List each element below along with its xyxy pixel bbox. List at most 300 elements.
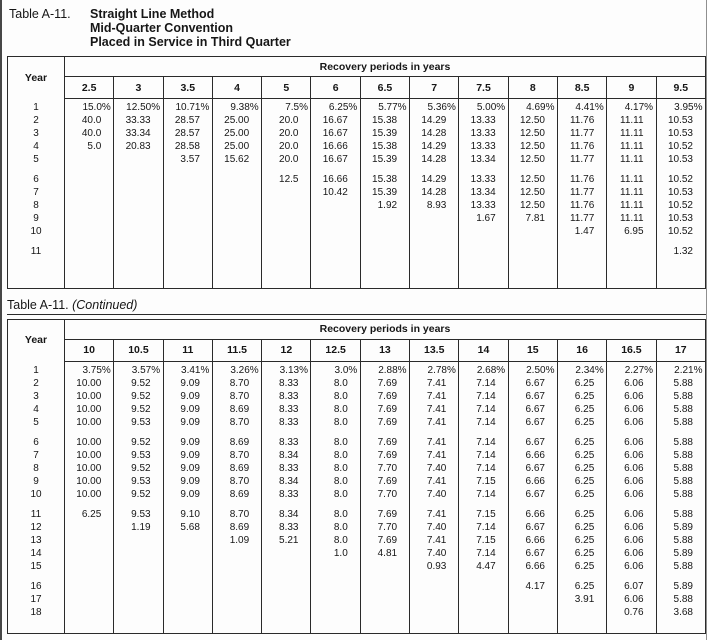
value-cell	[262, 429, 311, 436]
value-cell: 13.34	[459, 186, 508, 199]
value-cell: 9.09	[163, 416, 212, 429]
value-cell: 4.41%	[557, 99, 606, 115]
column-header-9.5: 9.5	[656, 77, 705, 99]
year-cell	[8, 238, 65, 245]
year-cell: 3	[33, 128, 39, 139]
value-cell: 8.70	[212, 377, 261, 390]
value-cell: 8.34	[262, 508, 311, 521]
value-cell: 5.88	[656, 436, 705, 449]
value-cell	[262, 186, 311, 199]
value-cell	[163, 258, 212, 288]
value-cell: 7.41	[410, 390, 459, 403]
value-cell: 6.25	[557, 547, 606, 560]
value-cell: 9.09	[163, 462, 212, 475]
value-cell: 8.69	[212, 436, 261, 449]
value-cell	[459, 501, 508, 508]
year-cell: 10	[30, 226, 42, 237]
value-cell: 40.0	[65, 114, 114, 127]
value-cell	[212, 238, 261, 245]
value-cell: 6.06	[607, 521, 656, 534]
table-row-year-7	[8, 186, 706, 199]
value-cell: 28.57	[163, 127, 212, 140]
value-cell: 8.33	[262, 436, 311, 449]
table-row-year-5	[8, 153, 706, 166]
value-cell	[360, 245, 409, 258]
value-cell: 8.0	[311, 416, 360, 429]
value-cell: 6.06	[607, 534, 656, 547]
value-cell: 10.53	[656, 127, 705, 140]
value-cell: 7.15	[459, 534, 508, 547]
value-cell: 6.66	[508, 475, 557, 488]
value-cell: 5.88	[656, 403, 705, 416]
value-cell: 0.76	[607, 606, 656, 619]
year-cell: 10	[30, 488, 42, 500]
value-cell: 9.09	[163, 488, 212, 501]
value-cell: 12.50	[508, 153, 557, 166]
value-cell	[410, 429, 459, 436]
value-cell: 4.47	[459, 560, 508, 573]
value-cell: 11.11	[607, 199, 656, 212]
value-cell	[459, 619, 508, 634]
value-cell	[262, 199, 311, 212]
value-cell: 3.68	[656, 606, 705, 619]
value-cell: 6.67	[508, 488, 557, 501]
table-title-line-1: Straight Line Method	[90, 7, 215, 21]
year-cell	[8, 619, 65, 634]
value-cell: 8.69	[212, 403, 261, 416]
filler-row	[8, 619, 706, 634]
value-cell	[212, 573, 261, 580]
value-cell	[607, 501, 656, 508]
value-cell: 4.17	[508, 580, 557, 593]
value-cell: 6.25%	[311, 99, 360, 115]
table-row-year-5	[8, 416, 706, 429]
value-cell: 1.19	[114, 521, 163, 534]
value-cell: 1.92	[360, 199, 409, 212]
table-continued-title	[7, 298, 706, 315]
value-cell: 8.0	[311, 521, 360, 534]
value-cell: 0.93	[410, 560, 459, 573]
value-cell	[607, 258, 656, 288]
column-header-13.5: 13.5	[410, 339, 459, 361]
value-cell	[163, 225, 212, 238]
value-cell: 7.41	[410, 534, 459, 547]
value-cell	[163, 593, 212, 606]
value-cell	[163, 429, 212, 436]
value-cell	[656, 501, 705, 508]
column-headers-row	[8, 339, 706, 361]
value-cell: 11.11	[607, 127, 656, 140]
year-cell	[8, 166, 65, 173]
value-cell: 7.14	[459, 390, 508, 403]
value-cell	[212, 547, 261, 560]
value-cell: 6.25	[557, 462, 606, 475]
value-cell: 7.40	[410, 462, 459, 475]
value-cell: 5.88	[656, 377, 705, 390]
value-cell: 12.50	[508, 186, 557, 199]
year-cell: 7	[33, 449, 39, 461]
value-cell: 10.00	[65, 475, 114, 488]
value-cell	[212, 245, 261, 258]
value-cell: 5.88	[656, 416, 705, 429]
value-cell: 6.06	[607, 403, 656, 416]
value-cell	[65, 245, 114, 258]
value-cell: 2.27%	[607, 361, 656, 377]
value-cell	[410, 238, 459, 245]
value-cell	[65, 501, 114, 508]
value-cell	[410, 619, 459, 634]
value-cell: 7.41	[410, 449, 459, 462]
value-cell	[65, 429, 114, 436]
column-header-12: 12	[262, 339, 311, 361]
value-cell	[262, 258, 311, 288]
year-cell: 7	[33, 187, 39, 198]
value-cell	[114, 619, 163, 634]
value-cell: 6.66	[508, 449, 557, 462]
value-cell	[607, 429, 656, 436]
value-cell: 7.41	[410, 403, 459, 416]
value-cell: 6.95	[607, 225, 656, 238]
year-cell: 16	[30, 580, 42, 592]
table-row-year-16	[8, 580, 706, 593]
value-cell: 6.06	[607, 508, 656, 521]
value-cell	[311, 560, 360, 573]
value-cell	[311, 166, 360, 173]
value-cell	[114, 560, 163, 573]
value-cell	[262, 238, 311, 245]
value-cell	[262, 560, 311, 573]
value-cell: 5.89	[656, 521, 705, 534]
value-cell: 8.33	[262, 416, 311, 429]
value-cell: 5.36%	[410, 99, 459, 115]
year-cell: 9	[33, 475, 39, 487]
value-cell: 5.00%	[459, 99, 508, 115]
column-header-15: 15	[508, 339, 557, 361]
year-cell: 4	[33, 141, 39, 152]
value-cell: 20.0	[262, 153, 311, 166]
table-row-year-1	[8, 99, 706, 115]
value-cell: 8.33	[262, 390, 311, 403]
value-cell: 3.57%	[114, 361, 163, 377]
value-cell: 7.14	[459, 488, 508, 501]
value-cell	[65, 521, 114, 534]
value-cell	[163, 606, 212, 619]
value-cell: 6.67	[508, 462, 557, 475]
value-cell	[212, 199, 261, 212]
value-cell: 25.00	[212, 114, 261, 127]
value-cell	[607, 166, 656, 173]
value-cell: 7.41	[410, 416, 459, 429]
table-number-label: Table A-11.	[9, 7, 71, 21]
value-cell: 9.53	[114, 508, 163, 521]
value-cell: 7.14	[459, 436, 508, 449]
value-cell	[360, 593, 409, 606]
value-cell: 12.50	[508, 173, 557, 186]
value-cell: 7.15	[459, 475, 508, 488]
value-cell	[114, 199, 163, 212]
table-row-year-3	[8, 390, 706, 403]
value-cell: 5.88	[656, 534, 705, 547]
table-body	[8, 361, 706, 634]
value-cell: 7.69	[360, 377, 409, 390]
value-cell	[114, 186, 163, 199]
value-cell	[508, 573, 557, 580]
value-cell: 2.68%	[459, 361, 508, 377]
value-cell: 6.06	[607, 416, 656, 429]
value-cell: 6.25	[557, 416, 606, 429]
table-row-year-12	[8, 521, 706, 534]
value-cell: 13.34	[459, 153, 508, 166]
value-cell	[607, 245, 656, 258]
year-column-header: Year	[8, 319, 65, 361]
value-cell: 3.75%	[65, 361, 114, 377]
value-cell	[163, 245, 212, 258]
value-cell	[114, 212, 163, 225]
value-cell: 3.41%	[163, 361, 212, 377]
value-cell	[557, 501, 606, 508]
value-cell: 4.69%	[508, 99, 557, 115]
value-cell: 7.41	[410, 377, 459, 390]
value-cell: 15.38	[360, 173, 409, 186]
value-cell	[212, 606, 261, 619]
value-cell: 6.25	[557, 534, 606, 547]
value-cell: 7.14	[459, 462, 508, 475]
value-cell	[557, 606, 606, 619]
value-cell	[163, 238, 212, 245]
value-cell	[459, 238, 508, 245]
value-cell: 12.50	[508, 199, 557, 212]
value-cell: 33.34	[114, 127, 163, 140]
value-cell	[410, 580, 459, 593]
value-cell: 6.25	[557, 521, 606, 534]
value-cell: 15.39	[360, 186, 409, 199]
year-cell: 15	[30, 560, 42, 572]
value-cell	[410, 593, 459, 606]
value-cell	[508, 245, 557, 258]
year-cell: 14	[30, 547, 42, 559]
recovery-periods-header: Recovery periods in years	[65, 319, 706, 339]
value-cell: 6.66	[508, 560, 557, 573]
value-cell: 8.33	[262, 488, 311, 501]
value-cell	[360, 225, 409, 238]
value-cell	[262, 580, 311, 593]
value-cell: 8.70	[212, 390, 261, 403]
value-cell: 6.25	[557, 377, 606, 390]
value-cell	[410, 212, 459, 225]
value-cell: 4.81	[360, 547, 409, 560]
table-row-year-4	[8, 403, 706, 416]
value-cell	[114, 166, 163, 173]
value-cell: 6.25	[557, 403, 606, 416]
value-cell: 9.09	[163, 377, 212, 390]
value-cell: 5.88	[656, 462, 705, 475]
value-cell: 2.34%	[557, 361, 606, 377]
value-cell: 7.70	[360, 521, 409, 534]
value-cell: 8.0	[311, 475, 360, 488]
value-cell: 8.0	[311, 377, 360, 390]
year-cell: 3	[33, 390, 39, 402]
value-cell	[459, 166, 508, 173]
value-cell: 15.62	[212, 153, 261, 166]
value-cell: 6.25	[557, 488, 606, 501]
value-cell	[459, 258, 508, 288]
value-cell: 10.52	[656, 173, 705, 186]
table-a11-continued	[7, 319, 706, 635]
value-cell	[262, 245, 311, 258]
value-cell: 7.69	[360, 390, 409, 403]
value-cell: 8.0	[311, 449, 360, 462]
value-cell	[114, 580, 163, 593]
value-cell	[262, 225, 311, 238]
value-cell	[163, 534, 212, 547]
value-cell	[656, 573, 705, 580]
value-cell: 7.41	[410, 436, 459, 449]
value-cell	[65, 225, 114, 238]
year-cell: 8	[33, 462, 39, 474]
value-cell: 10.00	[65, 462, 114, 475]
year-column-header: Year	[8, 57, 65, 99]
value-cell	[508, 501, 557, 508]
value-cell: 12.50	[508, 140, 557, 153]
value-cell	[311, 238, 360, 245]
value-cell: 6.67	[508, 390, 557, 403]
value-cell: 15.38	[360, 114, 409, 127]
value-cell: 5.77%	[360, 99, 409, 115]
value-cell	[114, 501, 163, 508]
value-cell	[163, 166, 212, 173]
value-cell	[65, 153, 114, 166]
value-cell: 11.11	[607, 140, 656, 153]
table-row-year-10	[8, 225, 706, 238]
value-cell: 33.33	[114, 114, 163, 127]
value-cell: 4.17%	[607, 99, 656, 115]
column-header-12.5: 12.5	[311, 339, 360, 361]
continued-label: (Continued)	[72, 297, 138, 312]
column-header-7: 7	[410, 77, 459, 99]
value-cell: 10.42	[311, 186, 360, 199]
table-a11-section	[7, 7, 704, 289]
value-cell: 11.11	[607, 186, 656, 199]
value-cell: 8.0	[311, 534, 360, 547]
value-cell: 7.14	[459, 449, 508, 462]
value-cell: 5.0	[65, 140, 114, 153]
value-cell: 6.06	[607, 547, 656, 560]
value-cell: 8.70	[212, 475, 261, 488]
year-cell	[8, 573, 65, 580]
value-cell: 16.66	[311, 173, 360, 186]
value-cell: 6.06	[607, 436, 656, 449]
column-header-3: 3	[114, 77, 163, 99]
value-cell: 5.88	[656, 475, 705, 488]
value-cell	[163, 501, 212, 508]
table-row-year-6	[8, 436, 706, 449]
value-cell: 6.25	[557, 449, 606, 462]
value-cell	[114, 573, 163, 580]
value-cell: 5.88	[656, 593, 705, 606]
value-cell	[65, 580, 114, 593]
year-cell: 5	[33, 154, 39, 165]
value-cell: 11.76	[557, 173, 606, 186]
value-cell	[360, 166, 409, 173]
value-cell: 10.00	[65, 449, 114, 462]
value-cell	[656, 238, 705, 245]
value-cell	[65, 258, 114, 288]
value-cell: 9.09	[163, 449, 212, 462]
value-cell: 9.53	[114, 449, 163, 462]
value-cell: 6.66	[508, 508, 557, 521]
value-cell: 7.69	[360, 534, 409, 547]
value-cell: 1.67	[459, 212, 508, 225]
value-cell	[163, 619, 212, 634]
table-a11-continued-section	[7, 298, 704, 635]
value-cell	[65, 593, 114, 606]
value-cell	[311, 429, 360, 436]
spacer-row	[8, 166, 706, 173]
value-cell	[360, 573, 409, 580]
value-cell	[360, 560, 409, 573]
value-cell	[163, 573, 212, 580]
value-cell	[311, 245, 360, 258]
value-cell: 11.77	[557, 212, 606, 225]
value-cell	[65, 173, 114, 186]
spacer-row	[8, 501, 706, 508]
value-cell: 12.50	[508, 114, 557, 127]
column-header-2.5: 2.5	[65, 77, 114, 99]
value-cell: 7.70	[360, 488, 409, 501]
year-cell	[8, 258, 65, 288]
value-cell: 13.33	[459, 140, 508, 153]
value-cell: 28.57	[163, 114, 212, 127]
value-cell	[557, 238, 606, 245]
value-cell: 8.69	[212, 462, 261, 475]
value-cell	[262, 619, 311, 634]
value-cell: 14.28	[410, 127, 459, 140]
value-cell	[65, 238, 114, 245]
value-cell	[65, 199, 114, 212]
value-cell: 11.76	[557, 199, 606, 212]
value-cell	[410, 573, 459, 580]
table-title-line-2: Mid-Quarter Convention	[90, 21, 234, 35]
value-cell	[212, 580, 261, 593]
value-cell	[459, 606, 508, 619]
column-header-17: 17	[656, 339, 705, 361]
value-cell: 6.25	[557, 390, 606, 403]
value-cell	[311, 225, 360, 238]
value-cell	[410, 606, 459, 619]
value-cell	[410, 225, 459, 238]
value-cell	[114, 173, 163, 186]
value-cell: 25.00	[212, 127, 261, 140]
value-cell	[410, 245, 459, 258]
value-cell	[360, 501, 409, 508]
value-cell: 15.39	[360, 127, 409, 140]
value-cell: 16.67	[311, 153, 360, 166]
column-header-10: 10	[65, 339, 114, 361]
value-cell: 9.09	[163, 436, 212, 449]
value-cell: 11.76	[557, 140, 606, 153]
value-cell: 8.33	[262, 462, 311, 475]
value-cell	[557, 166, 606, 173]
value-cell: 11.11	[607, 114, 656, 127]
value-cell	[65, 619, 114, 634]
value-cell: 10.00	[65, 390, 114, 403]
value-cell: 9.52	[114, 436, 163, 449]
value-cell: 11.11	[607, 212, 656, 225]
table-row-year-9	[8, 212, 706, 225]
header-span-row	[8, 319, 706, 339]
value-cell: 28.58	[163, 140, 212, 153]
table-row-year-7	[8, 449, 706, 462]
